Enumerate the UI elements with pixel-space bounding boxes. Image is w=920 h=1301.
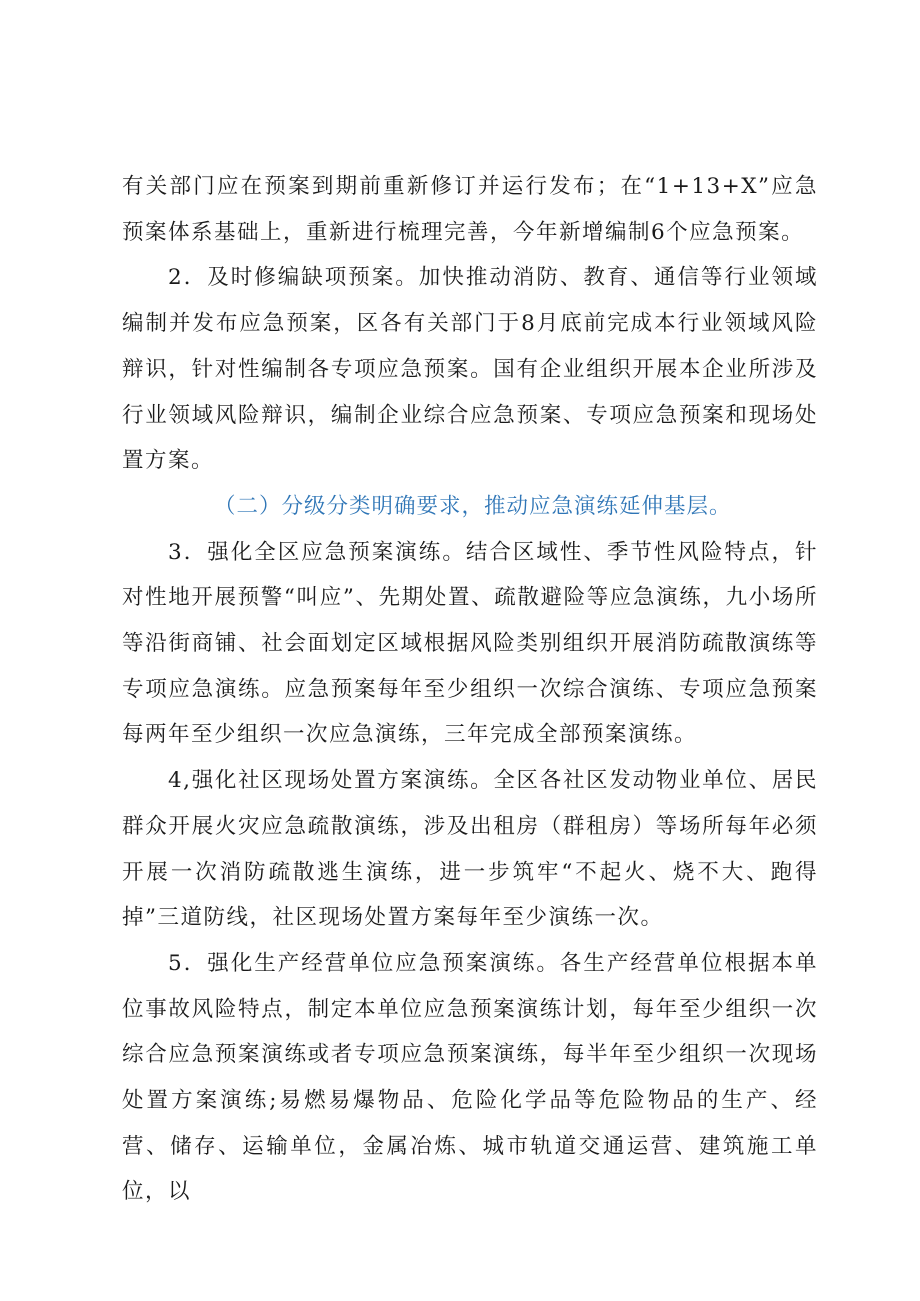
paragraph-item-5: 5．强化生产经营单位应急预案演练。各生产经营单位根据本单位事故风险特点，制定本单位应急预案演练计划，每年至少组织一次综合应急预案演练或者专项应急预案演练，每半年至少组织一次现场处置方案演练;易燃易爆物品、危险化学品等危险物品的生产、经营、储存、运输单位，金属冶炼、城市轨道交通运营、建筑施工单位，以 bbox=[122, 950, 818, 1205]
section-heading: （二）分级分类明确要求，推动应急演练延伸基层。 bbox=[214, 493, 732, 519]
paragraph-item-4: 4,强化社区现场处置方案演练。全区各社区发动物业单位、居民群众开展火灾应急疏散演练，涉及出租房（群租房）等场所每年必须开展一次消防疏散逃生演练，进一步筑牢“不起火、烧不大、跑得掉”三道防线，社区现场处置方案每年至少演练一次。 bbox=[122, 768, 818, 931]
paragraph-item-2: 2．及时修编缺项预案。加快推动消防、教育、通信等行业领域编制并发布应急预案，区各有关部门于8月底前完成本行业领域风险辩识，针对性编制各专项应急预案。国有企业组织开展本企业所涉及行业领域风险辩识，编制企业综合应急预案、专项应急预案和现场处置方案。 bbox=[122, 265, 818, 474]
paragraph-item-3: 3．强化全区应急预案演练。结合区域性、季节性风险特点，针对性地开展预警“叫应”、先期处置、疏散避险等应急演练，九小场所等沿街商铺、社会面划定区域根据风险类别组织开展消防疏散演练等专项应急演练。应急预案每年至少组织一次综合演练、专项应急预案每两年至少组织一次应急演练，三年完成全部预案演练。 bbox=[122, 539, 818, 748]
document-page bbox=[122, 164, 818, 1215]
paragraph-continuation: 有关部门应在预案到期前重新修订并运行发布；在“1+13+X”应急预案体系基础上，重新进行梳理完善，今年新增编制6个应急预案。 bbox=[122, 174, 818, 245]
